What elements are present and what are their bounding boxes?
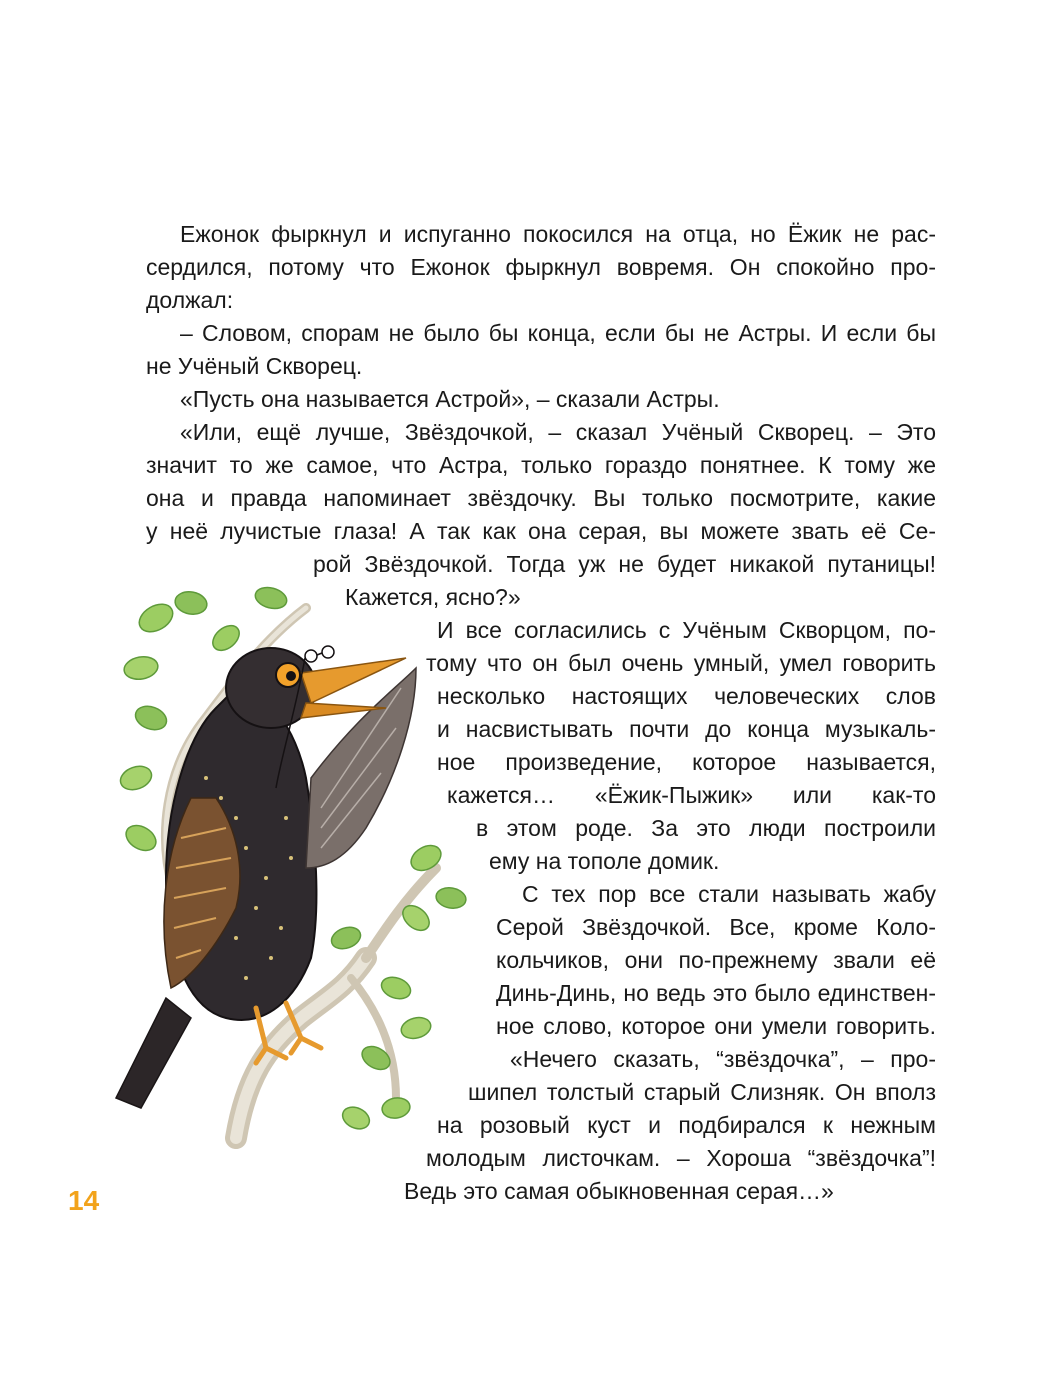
bird-pupil: [286, 671, 296, 681]
text-line: кольчиков, они по-прежнему звали её: [496, 947, 936, 973]
text-line: несколько настоящих человеческих слов: [437, 683, 936, 709]
text-line: тому что он был очень умный, умел говорить: [426, 650, 936, 676]
text-line: Кажется, ясно?»: [345, 584, 521, 610]
text-line: сердился, потому что Ежонок фыркнул вовремя. Он спокойно про-: [146, 254, 936, 280]
text-line: у неё лучистые глаза! А так как она серая, вы можете звать её Се-: [146, 518, 936, 544]
text-line: должал:: [146, 287, 234, 313]
text-line: и насвистывать почти до конца музыкаль-: [437, 716, 936, 742]
bird-tail: [116, 998, 191, 1108]
text-line: Ведь это самая обыкновенная серая…»: [404, 1178, 834, 1204]
text-line: – Словом, спорам не было бы конца, если бы не Астры. И если бы: [180, 320, 936, 346]
text-line: С тех пор все стали называть жабу: [522, 881, 936, 907]
text-line: она и правда напоминает звёздочку. Вы только посмотрите, какие: [146, 485, 936, 511]
text-line: ему на тополе домик.: [489, 848, 720, 874]
text-line: значит то же самое, что Астра, только гораздо понятнее. К тому же: [146, 452, 936, 478]
text-line: ное произведение, которое называется,: [437, 749, 936, 775]
text-line: «Пусть она называется Астрой», – сказали Астры.: [180, 386, 720, 412]
page-number: 14: [68, 1185, 100, 1216]
text-line: шипел толстый старый Слизняк. Он вполз: [468, 1079, 936, 1105]
text-line: молодым листочкам. – Хороша “звёздочка”!: [426, 1145, 936, 1171]
text-line: на розовый куст и подбирался к нежным: [437, 1112, 936, 1138]
text-line: рой Звёздочкой. Тогда уж не будет никакой путаницы!: [313, 551, 936, 577]
starling-illustration: [96, 578, 476, 1158]
text-line: не Учёный Скворец.: [146, 353, 363, 379]
text-line: в этом роде. За это люди построили: [476, 815, 936, 841]
text-line: Ежонок фыркнул и испуганно покосился на отца, но Ёжик не рас-: [180, 221, 936, 247]
text-line: «Нечего сказать, “звёздочка”, – про-: [510, 1046, 936, 1072]
text-line: Динь-Динь, но ведь это было единствен-: [496, 980, 936, 1006]
text-line: И все согласились с Учёным Скворцом, по-: [437, 617, 936, 643]
text-line: кажется… «Ёжик-Пыжик» или как-то: [447, 782, 936, 808]
text-line: ное слово, которое они умели говорить.: [496, 1013, 936, 1039]
text-line: «Или, ещё лучше, Звёздочкой, – сказал Учёный Скворец. – Это: [180, 419, 936, 445]
text-line: Серой Звёздочкой. Все, кроме Коло-: [496, 914, 936, 940]
